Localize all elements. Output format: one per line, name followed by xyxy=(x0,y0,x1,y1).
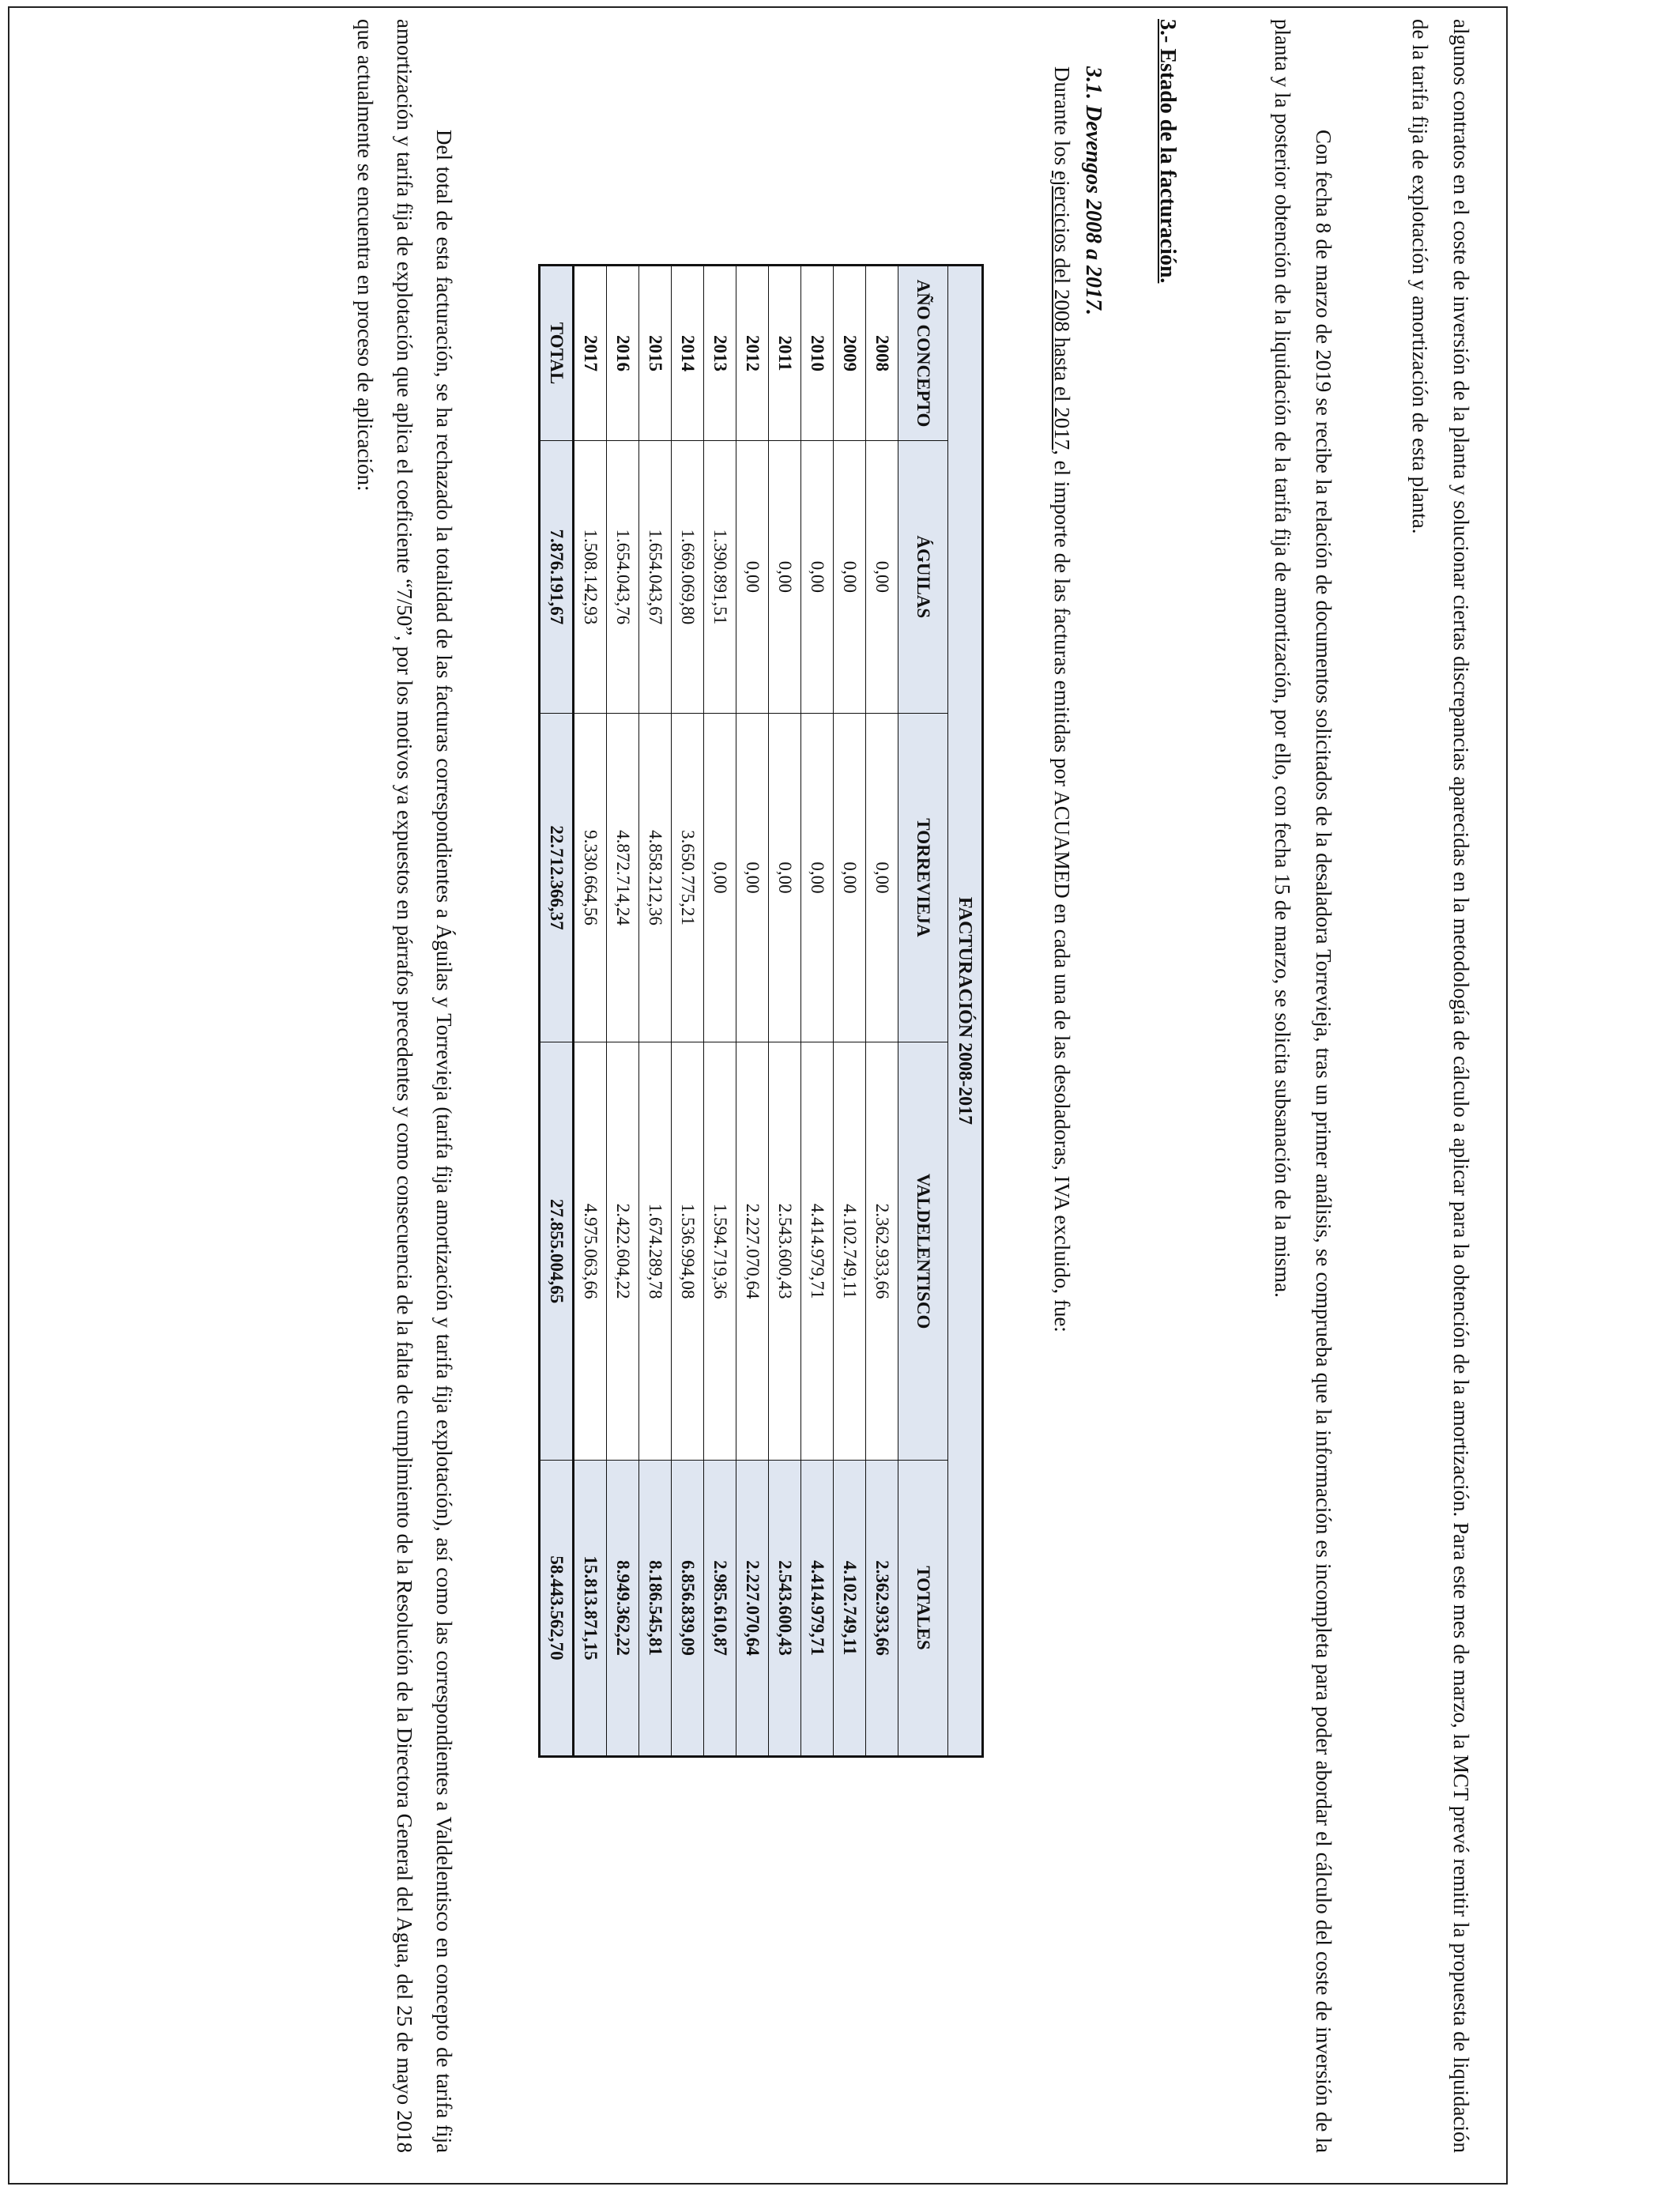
cell-totales: 8.186.545,81 xyxy=(639,1460,672,1756)
cell-valdelentisco: 2.422.604,22 xyxy=(607,1042,639,1461)
table-row xyxy=(769,266,801,1757)
total-label: TOTAL xyxy=(540,266,574,441)
intro-part-a: Durante los xyxy=(1050,66,1074,171)
cell-torrevieja: 4.858.212,36 xyxy=(639,713,672,1042)
table-row xyxy=(639,266,672,1757)
cell-valdelentisco: 1.674.289,78 xyxy=(639,1042,672,1461)
table-intro xyxy=(1049,66,1074,1333)
cell-valdelentisco: 4.975.063,66 xyxy=(574,1042,607,1461)
cell-year: 2014 xyxy=(672,266,704,441)
paragraph-1: algunos contratos en el coste de inversión de la planta y solucionar ciertas discrepancias aparecidas en la metodología de cálculo a aplicar para la obtención de la amortización. Para este mes de marzo, la MCT prevé remitir la propuesta de liquidación de la tarifa fija de explotación y amortización de esta planta. xyxy=(1408,19,1473,2153)
cell-totales: 15.813.871,15 xyxy=(574,1460,607,1756)
cell-year: 2011 xyxy=(769,266,801,441)
paragraph-2: Con fecha 8 de marzo de 2019 se recibe la relación de documentos solicitados de la desaladora Torrevieja, tras un primer análisis, se comprueba que la información es incompleta para poder abordar el cálculo del coste de inversión de la planta y la posterior obtención de la liquidación de la tarifa fija de amortización, por ello, con fecha 15 de marzo, se solicita subsanación de la misma. xyxy=(1271,19,1335,2153)
cell-torrevieja: 4.872.714,24 xyxy=(607,713,639,1042)
header-torrevieja: TORREVIEJA xyxy=(898,713,948,1042)
table-row xyxy=(736,266,769,1757)
cell-aguilas: 1.654.043,76 xyxy=(607,441,639,714)
cell-year: 2016 xyxy=(607,266,639,441)
header-valdelentisco: VALDELENTISCO xyxy=(898,1042,948,1461)
section-heading: 3.- Estado de la facturación. xyxy=(1155,19,1180,284)
header-totales: TOTALES xyxy=(898,1460,948,1756)
table-body xyxy=(574,266,898,1757)
cell-totales: 4.414.979,71 xyxy=(801,1460,834,1756)
total-torrevieja: 22.712.366,37 xyxy=(540,713,574,1042)
total-totales: 58.443.562,70 xyxy=(540,1460,574,1756)
rotated-page-content xyxy=(12,11,1505,2183)
cell-aguilas: 0,00 xyxy=(736,441,769,714)
cell-totales: 2.362.933,66 xyxy=(866,1460,898,1756)
total-aguilas: 7.876.191,67 xyxy=(540,441,574,714)
table-title-row xyxy=(948,266,983,1757)
cell-aguilas: 1.390.891,51 xyxy=(704,441,736,714)
cell-totales: 2.543.600,43 xyxy=(769,1460,801,1756)
cell-torrevieja: 0,00 xyxy=(801,713,834,1042)
table-total-row xyxy=(540,266,574,1757)
cell-aguilas: 0,00 xyxy=(769,441,801,714)
total-valdelentisco: 27.855.004,65 xyxy=(540,1042,574,1461)
cell-aguilas: 0,00 xyxy=(866,441,898,714)
cell-year: 2017 xyxy=(574,266,607,441)
cell-year: 2010 xyxy=(801,266,834,441)
cell-totales: 2.227.070,64 xyxy=(736,1460,769,1756)
cell-torrevieja: 3.650.775,21 xyxy=(672,713,704,1042)
cell-year: 2015 xyxy=(639,266,672,441)
table-row xyxy=(672,266,704,1757)
cell-year: 2013 xyxy=(704,266,736,441)
cell-valdelentisco: 2.362.933,66 xyxy=(866,1042,898,1461)
table-row xyxy=(574,266,607,1757)
cell-aguilas: 1.669.069,80 xyxy=(672,441,704,714)
cell-aguilas: 0,00 xyxy=(801,441,834,714)
cell-torrevieja: 0,00 xyxy=(704,713,736,1042)
cell-valdelentisco: 4.102.749,11 xyxy=(834,1042,866,1461)
cell-valdelentisco: 1.536.994,08 xyxy=(672,1042,704,1461)
cell-totales: 4.102.749,11 xyxy=(834,1460,866,1756)
cell-valdelentisco: 1.594.719,36 xyxy=(704,1042,736,1461)
intro-underlined: ejercicios del 2008 hasta el 2017 xyxy=(1050,170,1074,450)
cell-year: 2009 xyxy=(834,266,866,441)
cell-torrevieja: 0,00 xyxy=(736,713,769,1042)
cell-valdelentisco: 4.414.979,71 xyxy=(801,1042,834,1461)
table-row xyxy=(607,266,639,1757)
cell-year: 2012 xyxy=(736,266,769,441)
table-row xyxy=(801,266,834,1757)
cell-aguilas: 1.654.043,67 xyxy=(639,441,672,714)
cell-aguilas: 0,00 xyxy=(834,441,866,714)
intro-part-c: , el importe de las facturas emitidas por ACUAMED en cada una de las desoladoras, IVA excluido, fue: xyxy=(1050,450,1074,1333)
table-row xyxy=(866,266,898,1757)
cell-torrevieja: 9.330.664,56 xyxy=(574,713,607,1042)
cell-totales: 6.856.839,09 xyxy=(672,1460,704,1756)
paragraph-3: Del total de esta facturación, se ha rechazado la totalidad de las facturas correspondientes a Águilas y Torrevieja (tarifa fija amortización y tarifa fija explotación), así como las correspondientes a Valdelentisco en concepto de tarifa fija amortización y tarifa fija de explotación que aplica el coeficiente “7/50”, por los motivos ya expuestos en párrafos precedentes y como consecuencia de la falta de cumplimiento de la Resolución de la Directora General del Agua, del 25 de mayo 2018 que actualmente se encuentra en proceso de aplicación: xyxy=(353,19,456,2153)
table-row xyxy=(834,266,866,1757)
cell-aguilas: 1.508.142,93 xyxy=(574,441,607,714)
cell-year: 2008 xyxy=(866,266,898,441)
cell-torrevieja: 0,00 xyxy=(834,713,866,1042)
cell-torrevieja: 0,00 xyxy=(866,713,898,1042)
cell-torrevieja: 0,00 xyxy=(769,713,801,1042)
header-year: AÑO CONCEPTO xyxy=(898,266,948,441)
billing-table xyxy=(538,264,984,1758)
cell-valdelentisco: 2.543.600,43 xyxy=(769,1042,801,1461)
table-title: FACTURACIÓN 2008-2017 xyxy=(948,266,983,1757)
cell-valdelentisco: 2.227.070,64 xyxy=(736,1042,769,1461)
table-row xyxy=(704,266,736,1757)
cell-totales: 8.949.362,22 xyxy=(607,1460,639,1756)
table-header-row xyxy=(898,266,948,1757)
header-aguilas: ÁGUILAS xyxy=(898,441,948,714)
subsection-heading: 3.1. Devengos 2008 a 2017. xyxy=(1081,66,1106,315)
cell-totales: 2.985.610,87 xyxy=(704,1460,736,1756)
